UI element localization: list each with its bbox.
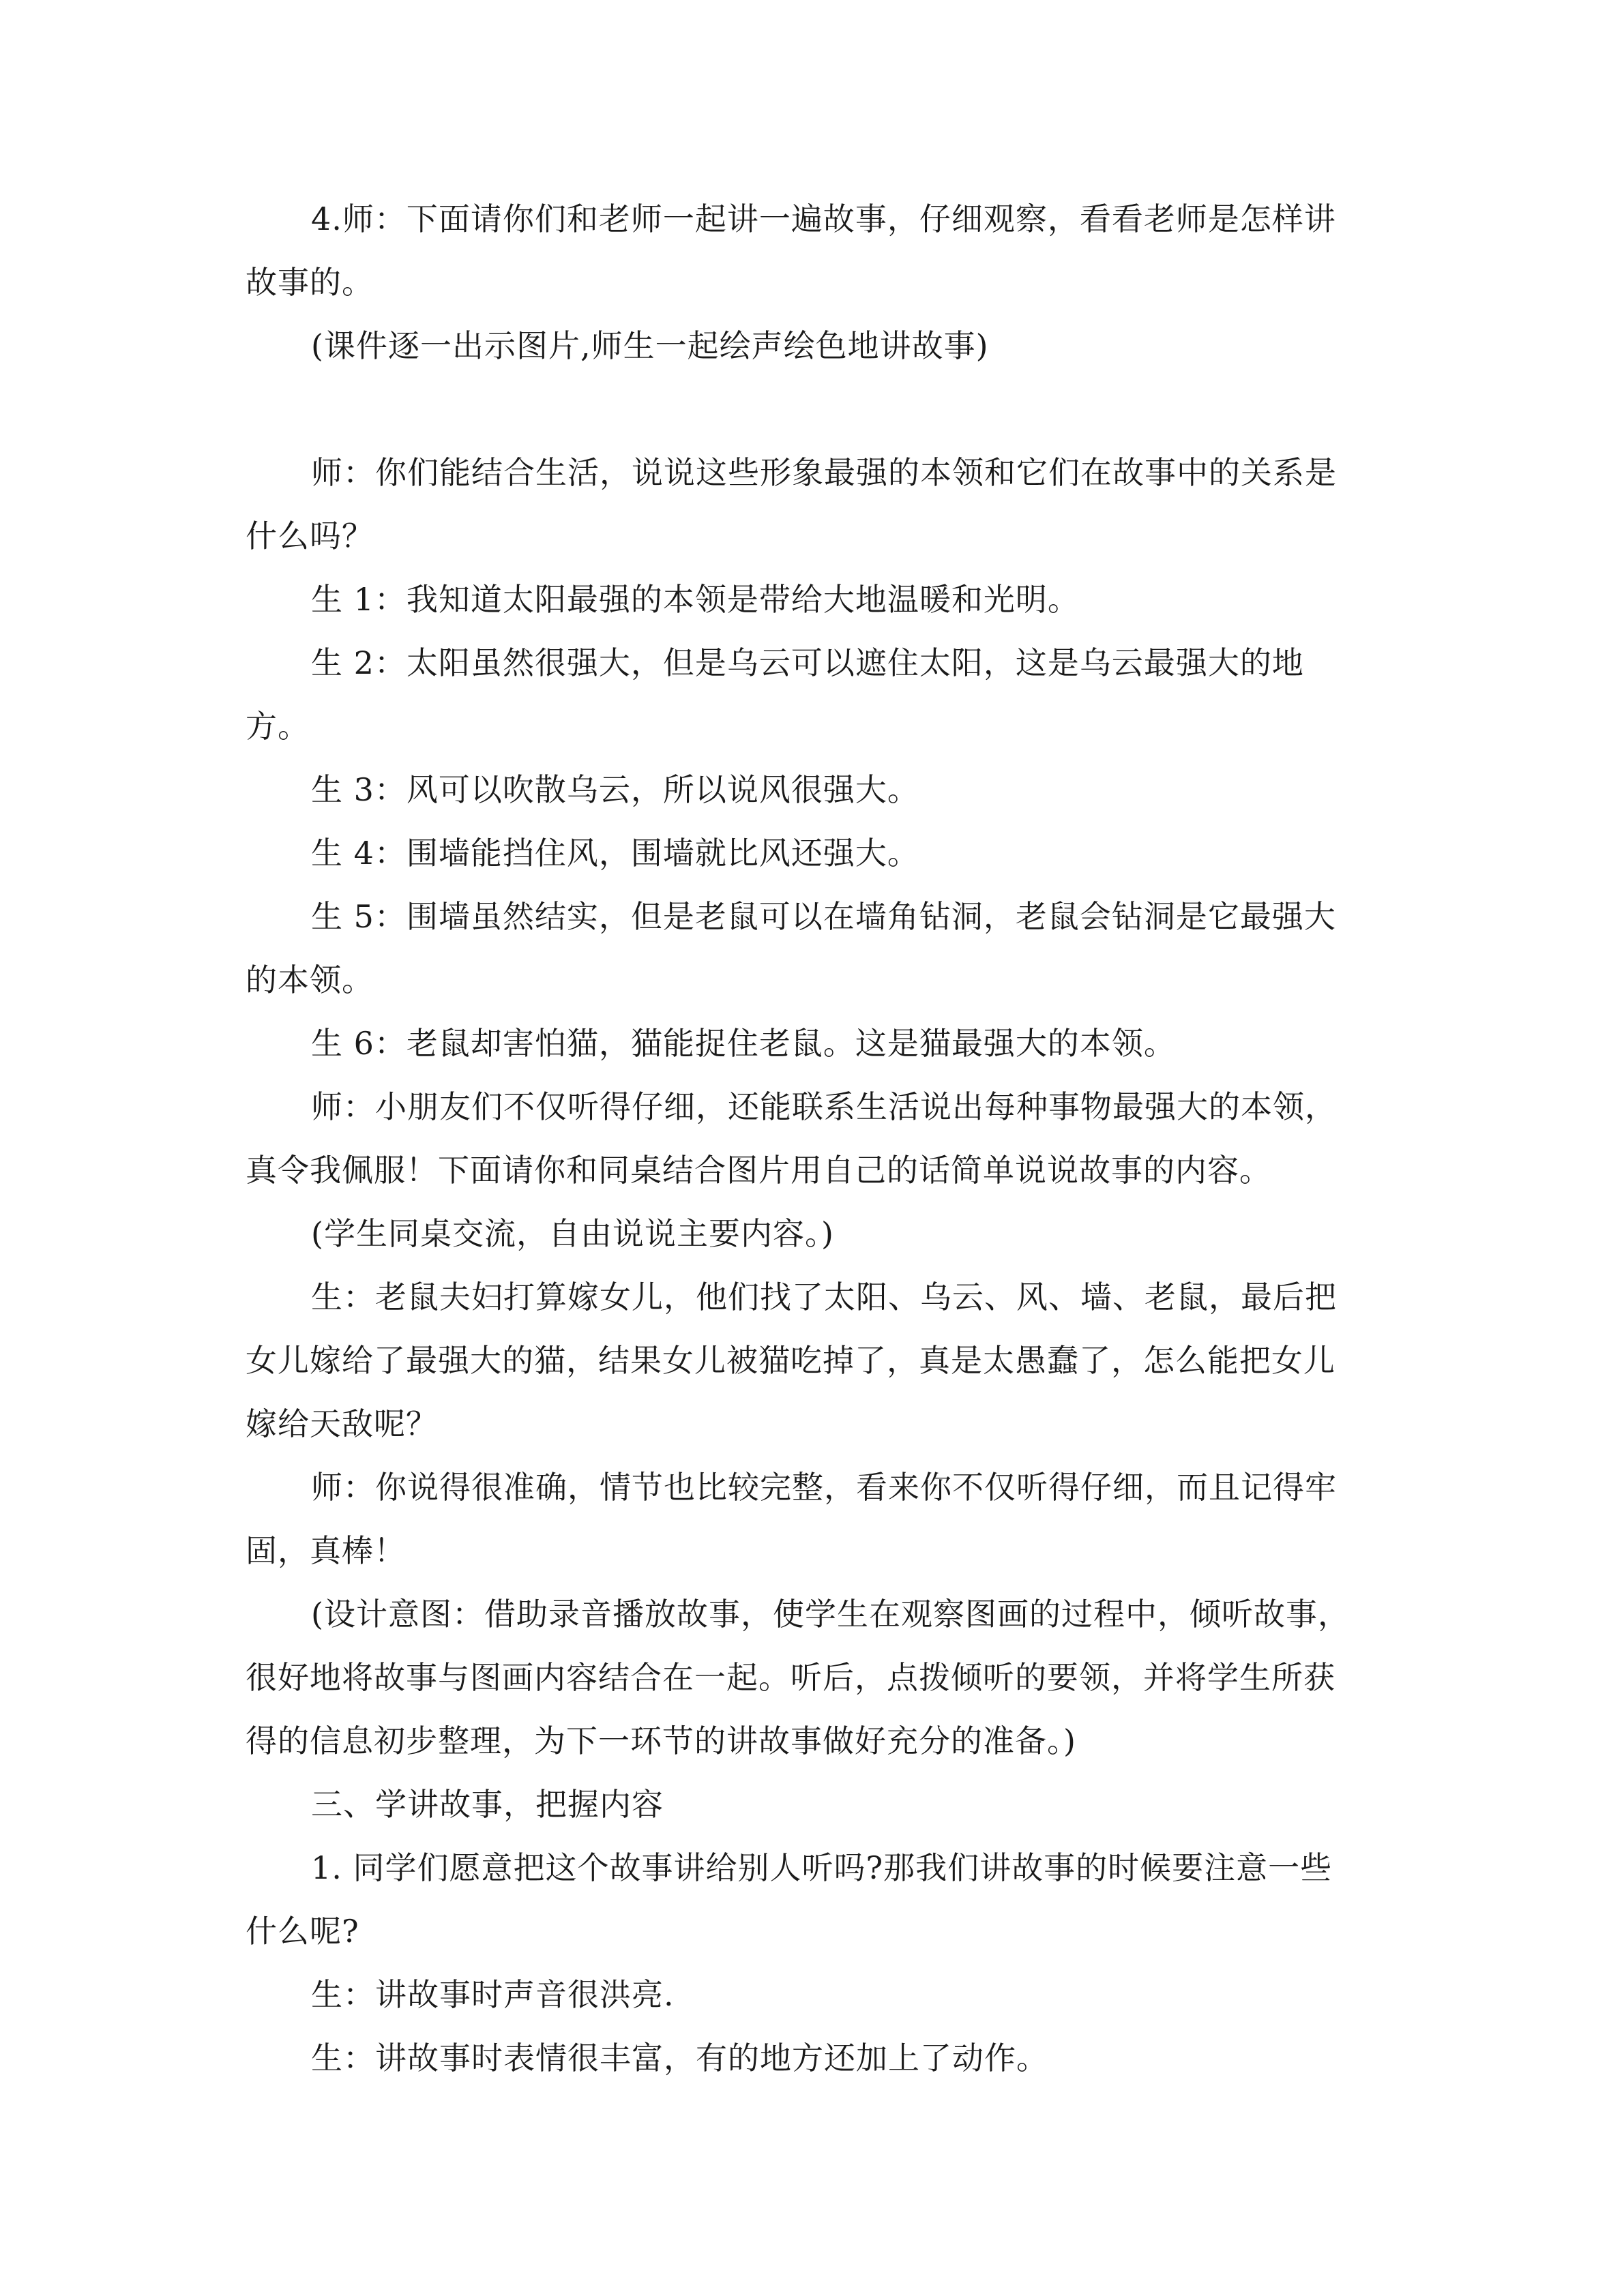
paragraph: 生 6：老鼠却害怕猫，猫能捉住老鼠。这是猫最强大的本领。: [311, 1025, 1176, 1062]
paragraph: (学生同桌交流，自由说说主要内容。): [311, 1215, 834, 1252]
paragraph: 生：讲故事时表情很丰富，有的地方还加上了动作。: [311, 2040, 1048, 2076]
paragraph: 生 5：围墙虽然结实，但是老鼠可以在墙角钻洞，老鼠会钻洞是它最强大的本领。: [246, 898, 1336, 998]
paragraph: 生 3：风可以吹散乌云，所以说风很强大。: [311, 771, 919, 808]
document-body: [246, 188, 1364, 2090]
paragraph: (课件逐一出示图片,师生一起绘声绘色地讲故事): [311, 327, 989, 364]
paragraph: 生 4：围墙能挡住风，围墙就比风还强大。: [311, 835, 919, 871]
paragraph: 师：小朋友们不仅听得仔细，还能联系生活说出每种事物最强大的本领，真令我佩服！下面请你和同桌结合图片用自己的话简单说说故事的内容。: [246, 1088, 1337, 1189]
blank-line: [246, 378, 1364, 441]
section-heading: 三、学讲故事，把握内容: [311, 1786, 664, 1823]
paragraph: 生：老鼠夫妇打算嫁女儿，他们找了太阳、乌云、风、墙、老鼠，最后把女儿嫁给了最强大的猫，结果女儿被猫吃掉了，真是太愚蠢了，怎么能把女儿嫁给天敌呢？: [246, 1279, 1337, 1442]
paragraph: 师：你们能结合生活，说说这些形象最强的本领和它们在故事中的关系是什么吗？: [246, 454, 1337, 554]
paragraph: 4.师：下面请你们和老师一起讲一遍故事，仔细观察，看看老师是怎样讲故事的。: [246, 200, 1336, 301]
paragraph: 1. 同学们愿意把这个故事讲给别人听吗?那我们讲故事的时候要注意一些什么呢?: [246, 1849, 1333, 1950]
paragraph: 生：讲故事时声音很洪亮.: [311, 1976, 675, 2013]
paragraph: (设计意图：借助录音播放故事，使学生在观察图画的过程中，倾听故事，很好地将故事与图画内容结合在一起。听后，点拨倾听的要领，并将学生所获得的信息初步整理，为下一环节的讲故事做好充分的准备。): [246, 1596, 1350, 1759]
paragraph: 师：你说得很准确，情节也比较完整，看来你不仅听得仔细，而且记得牢固，真棒！: [246, 1469, 1337, 1569]
paragraph: 生 2：太阳虽然很强大，但是乌云可以遮住太阳，这是乌云最强大的地方。: [246, 644, 1304, 745]
paragraph: 生 1：我知道太阳最强的本领是带给大地温暖和光明。: [311, 581, 1080, 618]
